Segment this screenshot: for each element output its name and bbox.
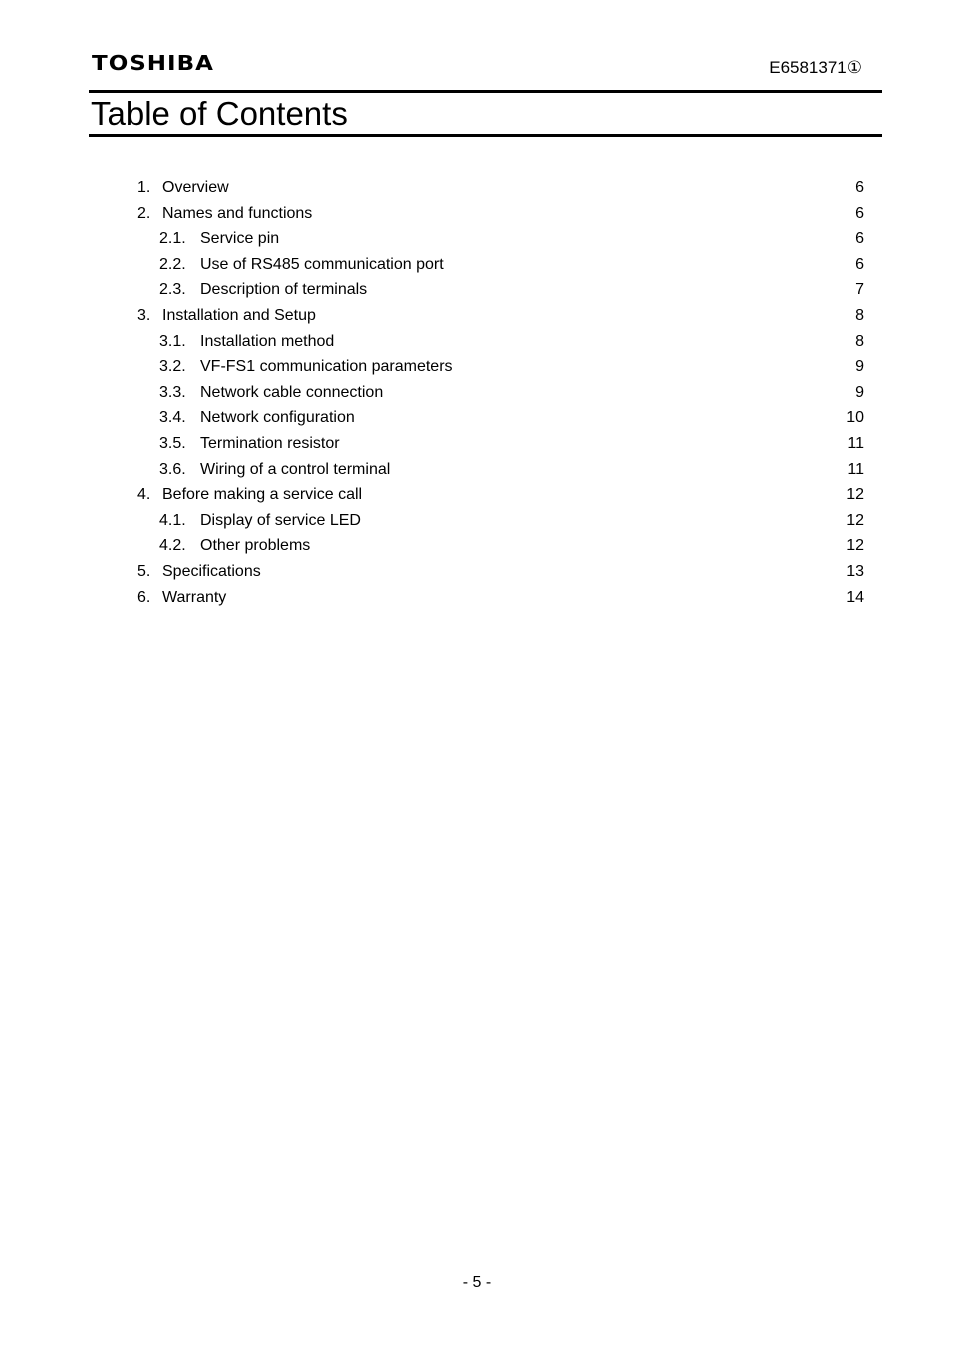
toc-entry-number: 6. — [137, 588, 151, 606]
toc-entry-title[interactable]: Other problems — [200, 537, 311, 555]
page-title: Table of Contents — [91, 95, 348, 132]
toc-entry-number: 3.2. — [159, 358, 186, 376]
toc-entry[interactable] — [137, 226, 864, 252]
toshiba-logo: TOSHIBA — [92, 52, 214, 76]
toc-entry-page: 6 — [855, 230, 864, 248]
toc-entry[interactable] — [137, 405, 864, 431]
toc-entry-page: 6 — [855, 204, 864, 222]
toc-entry-title[interactable]: Display of service LED — [200, 511, 361, 529]
toc-entry-number: 2.1. — [159, 230, 186, 248]
toc-entry[interactable] — [137, 303, 864, 329]
toc-entry-page: 14 — [846, 588, 864, 606]
toc-entry-number: 2.2. — [159, 255, 186, 273]
toc-entry[interactable] — [137, 380, 864, 406]
toc-entry-number: 3.6. — [159, 460, 186, 478]
toc-entry-number: 3.3. — [159, 383, 186, 401]
toc-entry-page: 8 — [855, 332, 864, 350]
toc-entry-page: 11 — [847, 434, 864, 452]
toc-entry-title[interactable]: VF-FS1 communication parameters — [200, 358, 453, 376]
toc-entry[interactable] — [137, 559, 864, 585]
toc-entry[interactable] — [137, 277, 864, 303]
toc-entry-page: 12 — [846, 486, 864, 504]
toc-entry-page: 6 — [855, 255, 864, 273]
toc-entry-title[interactable]: Description of terminals — [200, 281, 368, 299]
toc-entry-title[interactable]: Service pin — [200, 230, 280, 248]
toc-entry-title[interactable]: Network configuration — [200, 409, 355, 427]
toc-entry-number: 3. — [137, 306, 151, 324]
toc-entry-page: 12 — [846, 537, 864, 555]
toc-entry[interactable] — [137, 201, 864, 227]
toc-entry[interactable] — [137, 508, 864, 534]
toc-entry[interactable] — [137, 252, 864, 278]
toc-entry-title[interactable]: Network cable connection — [200, 383, 384, 401]
toc-entry[interactable] — [137, 457, 864, 483]
toc-entry[interactable] — [137, 329, 864, 355]
toc-entry-title[interactable]: Use of RS485 communication port — [200, 255, 444, 273]
toc-entry[interactable] — [137, 354, 864, 380]
toc-entry-number: 3.4. — [159, 409, 186, 427]
toc-entry-number: 4.1. — [159, 511, 186, 529]
toc-entry-page: 10 — [846, 409, 864, 427]
toc-entry-title[interactable]: Names and functions — [162, 204, 313, 222]
toc-entry[interactable] — [137, 585, 864, 611]
toc-entry-number: 2.3. — [159, 281, 186, 299]
header-rule — [89, 90, 882, 93]
toc-entry[interactable] — [137, 431, 864, 457]
toc-entry-title[interactable]: Termination resistor — [200, 434, 340, 452]
page-number: - 5 - — [462, 1274, 492, 1291]
toc-entry-number: 1. — [137, 179, 151, 196]
toc-entry[interactable] — [137, 482, 864, 508]
toc-entry-page: 11 — [847, 460, 864, 478]
toc-entry-number: 4.2. — [159, 537, 186, 555]
toc-entry[interactable] — [137, 533, 864, 559]
toc-entry-page: 13 — [846, 562, 864, 580]
toc-entry-page: 9 — [855, 358, 864, 376]
toc-entry-number: 5. — [137, 562, 151, 580]
toc-entry-number: 4. — [137, 486, 151, 504]
toc-entry-title[interactable]: Installation method — [200, 332, 335, 350]
title-rule — [89, 134, 882, 137]
toc-entry-number: 3.5. — [159, 434, 186, 452]
toc-entry-page: 12 — [846, 511, 864, 529]
document-number: E6581371① — [769, 58, 862, 77]
toc-entry-number: 3.1. — [159, 332, 186, 350]
toc-entry-number: 2. — [137, 204, 151, 222]
table-of-contents — [137, 175, 864, 610]
toc-entry[interactable] — [137, 175, 864, 201]
page-header — [90, 50, 882, 90]
toc-entry-title[interactable]: Overview — [162, 179, 229, 196]
toc-entry-title[interactable]: Specifications — [162, 562, 261, 580]
toc-entry-title[interactable]: Warranty — [162, 588, 227, 606]
toc-entry-title[interactable]: Installation and Setup — [162, 306, 316, 324]
toc-entry-title[interactable]: Wiring of a control terminal — [200, 460, 391, 478]
toc-entry-page: 8 — [855, 306, 864, 324]
toc-entry-page: 9 — [855, 383, 864, 401]
toc-entry-title[interactable]: Before making a service call — [162, 486, 363, 504]
toc-entry-page: 7 — [855, 281, 864, 299]
toc-entry-page: 6 — [855, 179, 864, 196]
